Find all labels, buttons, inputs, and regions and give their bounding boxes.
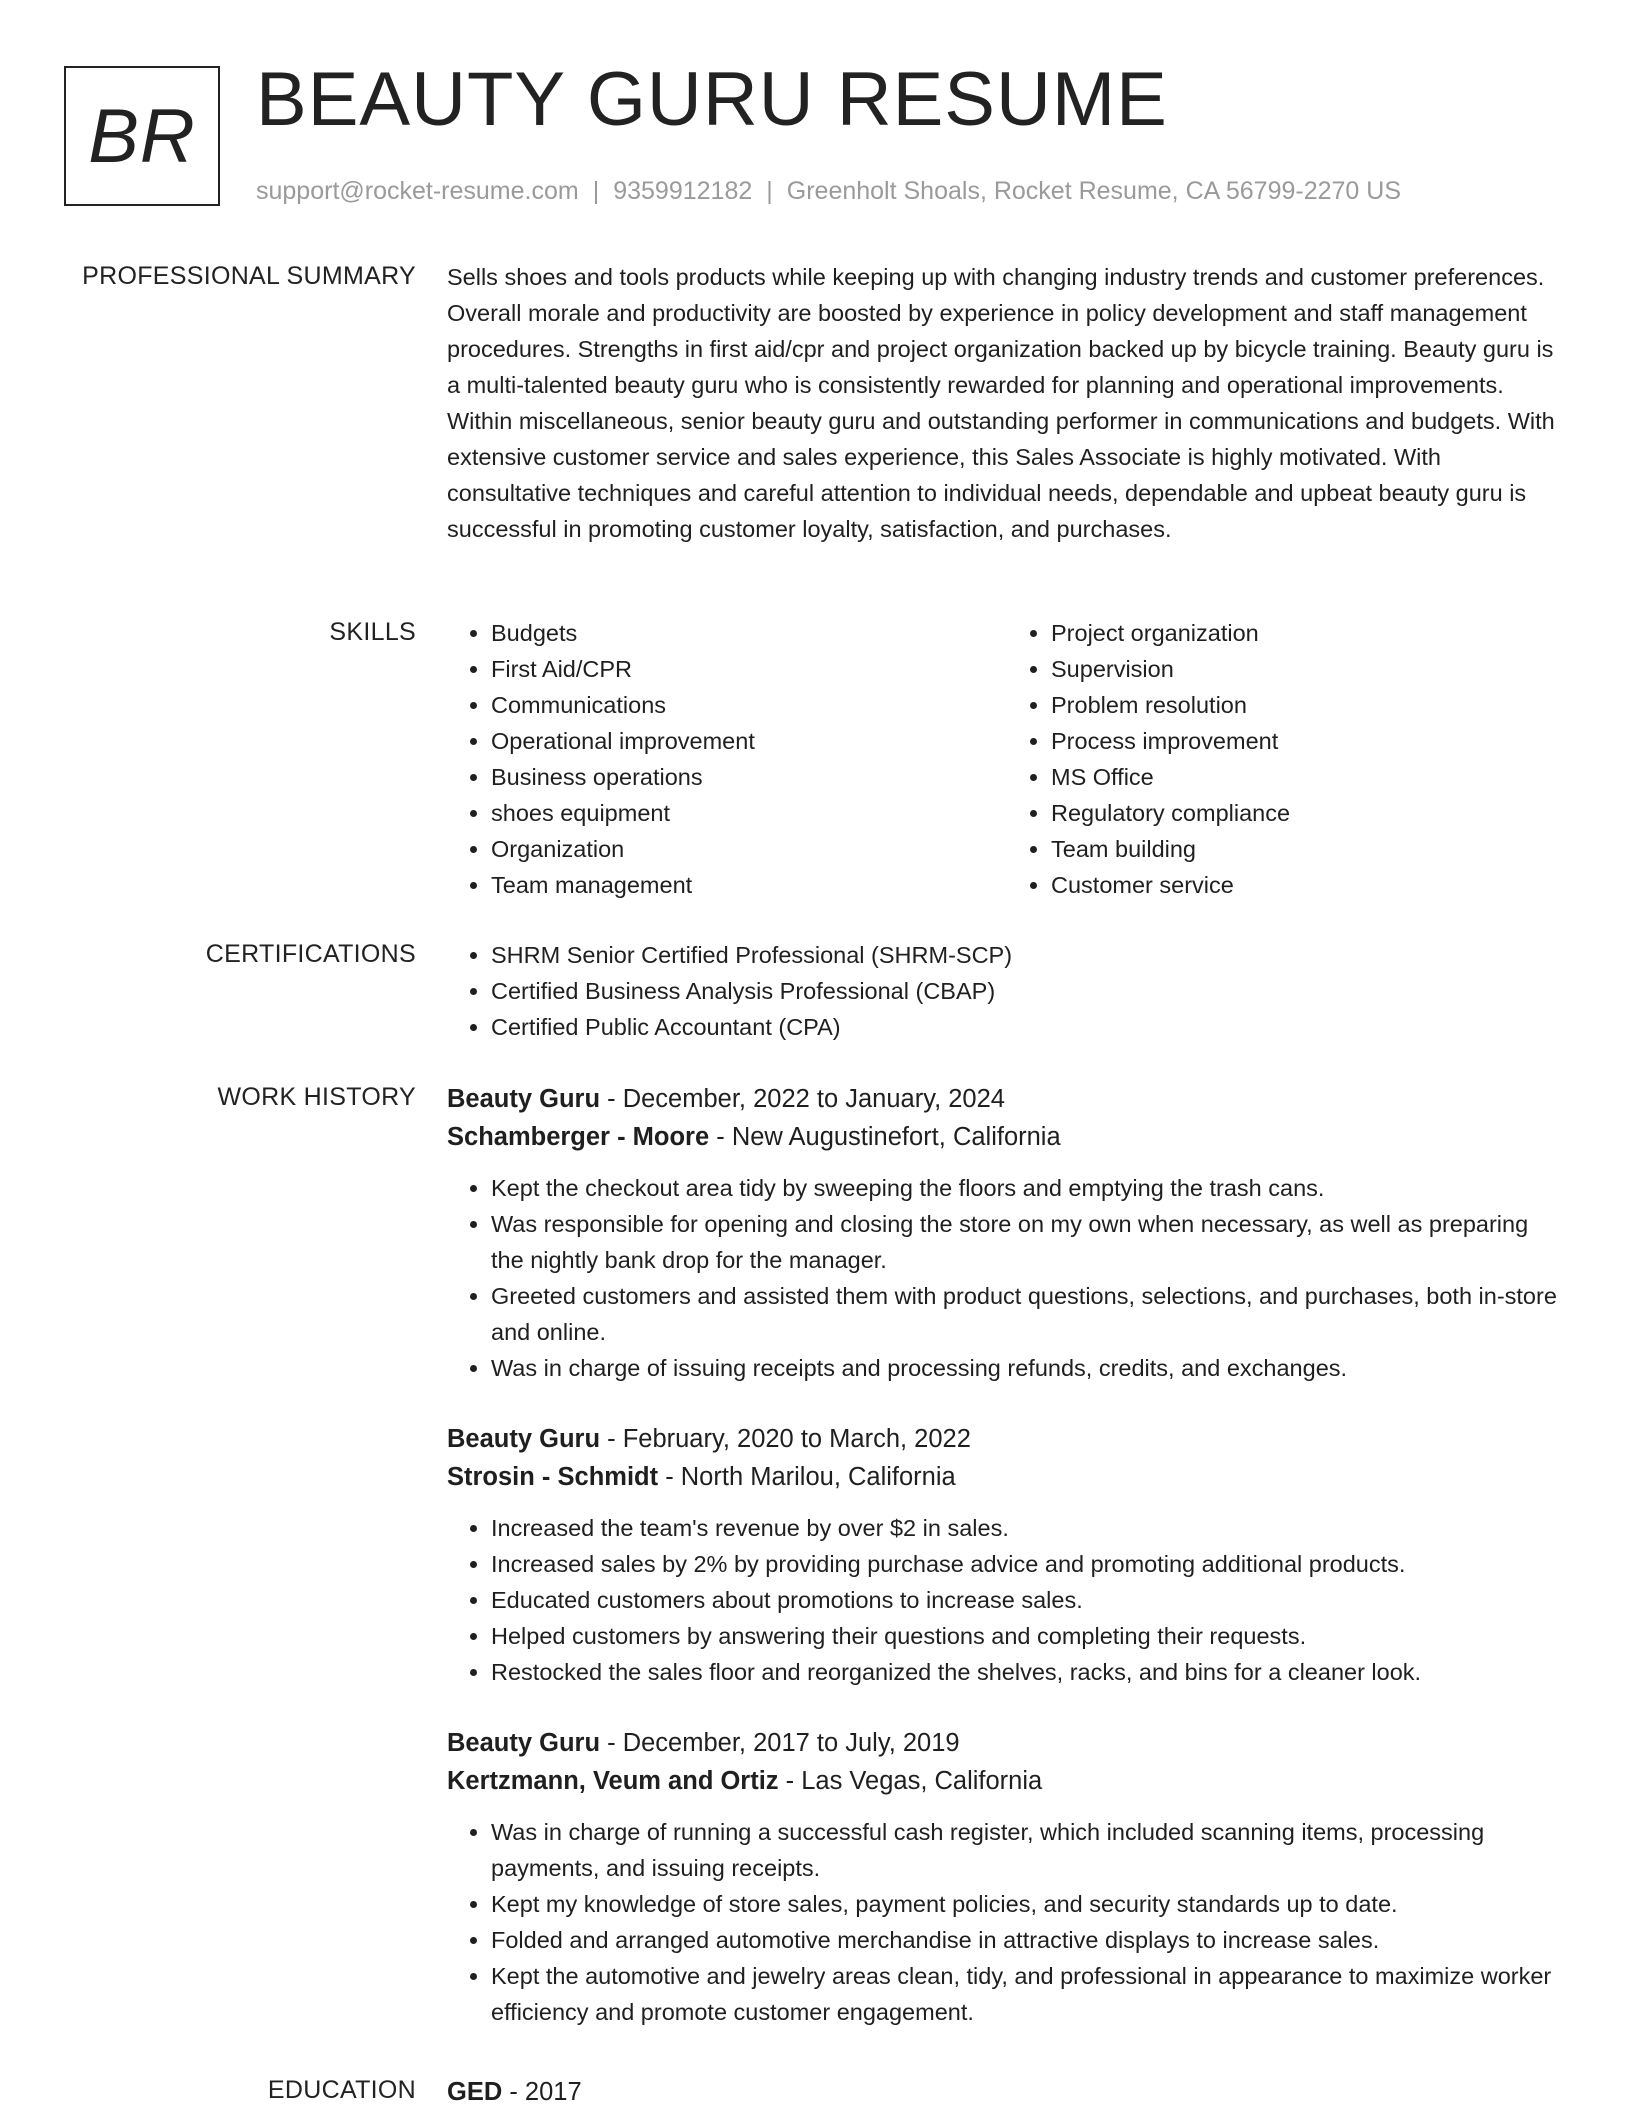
job-location: - North Marilou, California	[658, 1463, 956, 1491]
job-bullet: • Was responsible for opening and closing the store on my own when necessary, as well as preparing the nightly bank drop for the manager.	[491, 1206, 1567, 1278]
summary-label: PROFESSIONAL SUMMARY	[82, 262, 416, 290]
contact-separator: |	[766, 177, 773, 205]
job-bullet: • Helped customers by answering their questions and completing their requests.	[491, 1618, 1567, 1654]
work-history-label: WORK HISTORY	[217, 1083, 416, 1111]
job-bullets	[447, 1170, 1567, 1386]
skill-item: • Regulatory compliance	[1051, 795, 1567, 831]
job-bullet: • Kept my knowledge of store sales, payment policies, and security standards up to date.	[491, 1886, 1567, 1922]
skill-item: • Problem resolution	[1051, 687, 1567, 723]
job-bullet: • Greeted customers and assisted them with product questions, selections, and purchases, both in-store and online.	[491, 1278, 1567, 1350]
job-company: Strosin - Schmidt	[447, 1463, 659, 1491]
skill-item: • Budgets	[491, 615, 1007, 651]
monogram-badge: BR	[64, 66, 220, 206]
summary-text: Sells shoes and tools products while keeping up with changing industry trends and customer preferences. Overall morale and productivity are boosted by experience in policy development and staff management procedures. Strengths in first aid/cpr and project organization backed up by bicycle training. Beauty guru is a multi-talented beauty guru who is consistently rewarded for planning and operational improvements. Within miscellaneous, senior beauty guru and outstanding performer in communications and budgets. With extensive customer service and sales experience, this Sales Associate is highly motivated. With consultative techniques and careful attention to individual needs, dependable and upbeat beauty guru is successful in promoting customer loyalty, satisfaction, and purchases.	[447, 264, 1555, 542]
job-entry	[447, 1080, 1567, 1386]
skill-item: • Supervision	[1051, 651, 1567, 687]
job-title-line	[447, 1080, 1567, 1118]
contact-email: support@rocket-resume.com	[256, 177, 579, 205]
education-content	[447, 2073, 1567, 2111]
contact-separator: |	[592, 177, 600, 205]
education-degree: GED	[447, 2078, 503, 2106]
job-bullet: • Increased the team's revenue by over $2 in sales.	[491, 1510, 1567, 1546]
job-bullet: • Was in charge of running a successful cash register, which included scanning items, processing payments, and issuing receipts.	[491, 1814, 1567, 1886]
job-bullet: • Kept the automotive and jewelry areas clean, tidy, and professional in appearance to maximize worker efficiency and promote customer engagement.	[491, 1958, 1567, 2030]
education-label: EDUCATION	[267, 2076, 416, 2104]
skill-item: • Business operations	[491, 759, 1007, 795]
skill-item: • Process improvement	[1051, 723, 1567, 759]
skill-item: • shoes equipment	[491, 795, 1007, 831]
skill-item: • Customer service	[1051, 867, 1567, 903]
job-bullets	[447, 1814, 1567, 2030]
job-bullet: • Restocked the sales floor and reorganized the shelves, racks, and bins for a cleaner look.	[491, 1654, 1567, 1690]
education-line	[447, 2073, 1567, 2111]
job-entry	[447, 1724, 1567, 2030]
job-title: Beauty Guru	[447, 1425, 601, 1453]
job-company: Schamberger - Moore	[447, 1123, 710, 1151]
resume-title: BEAUTY GURU RESUME	[256, 57, 1168, 142]
summary-content	[447, 259, 1567, 547]
skill-item: • MS Office	[1051, 759, 1567, 795]
job-title: Beauty Guru	[447, 1085, 601, 1113]
job-bullet: • Folded and arranged automotive merchandise in attractive displays to increase sales.	[491, 1922, 1567, 1958]
job-location: - Las Vegas, California	[778, 1767, 1043, 1795]
contact-line	[256, 174, 1401, 208]
skill-item: • Team management	[491, 867, 1007, 903]
job-title-line	[447, 1724, 1567, 1762]
job-entry	[447, 1420, 1567, 1690]
skills-content	[447, 615, 1567, 903]
certifications-label: CERTIFICATIONS	[205, 940, 416, 968]
job-bullet: • Educated customers about promotions to increase sales.	[491, 1582, 1567, 1618]
job-company: Kertzmann, Veum and Ortiz	[447, 1767, 779, 1795]
job-company-line	[447, 1118, 1567, 1156]
certification-item: • Certified Public Accountant (CPA)	[491, 1009, 1567, 1045]
certification-item: • SHRM Senior Certified Professional (SHRM-SCP)	[491, 937, 1567, 973]
job-company-line	[447, 1762, 1567, 1800]
skill-item: • Team building	[1051, 831, 1567, 867]
job-dates: - December, 2017 to July, 2019	[600, 1729, 960, 1757]
job-dates: - December, 2022 to January, 2024	[600, 1085, 1005, 1113]
job-title: Beauty Guru	[447, 1729, 601, 1757]
certification-item: • Certified Business Analysis Professional (CBAP)	[491, 973, 1567, 1009]
job-company-line	[447, 1458, 1567, 1496]
skill-item: • First Aid/CPR	[491, 651, 1007, 687]
certifications-content	[447, 937, 1567, 1045]
job-location: - New Augustinefort, California	[709, 1123, 1061, 1151]
contact-address: Greenholt Shoals, Rocket Resume, CA 56799-2270 US	[786, 177, 1401, 205]
job-bullet: • Increased sales by 2% by providing purchase advice and promoting additional products.	[491, 1546, 1567, 1582]
job-dates: - February, 2020 to March, 2022	[600, 1425, 971, 1453]
job-title-line	[447, 1420, 1567, 1458]
skills-list-left	[447, 615, 1007, 903]
education-year: - 2017	[502, 2078, 582, 2106]
skill-item: • Communications	[491, 687, 1007, 723]
skills-list-right	[1007, 615, 1567, 903]
skills-label: SKILLS	[329, 618, 416, 646]
skill-item: • Project organization	[1051, 615, 1567, 651]
skill-item: • Operational improvement	[491, 723, 1007, 759]
certifications-list	[447, 937, 1567, 1045]
skill-item: • Organization	[491, 831, 1007, 867]
job-bullets	[447, 1510, 1567, 1690]
work-history-content	[447, 1080, 1567, 2064]
contact-phone: 9359912182	[613, 177, 753, 205]
job-bullet: • Kept the checkout area tidy by sweeping the floors and emptying the trash cans.	[491, 1170, 1567, 1206]
job-bullet: • Was in charge of issuing receipts and processing refunds, credits, and exchanges.	[491, 1350, 1567, 1386]
